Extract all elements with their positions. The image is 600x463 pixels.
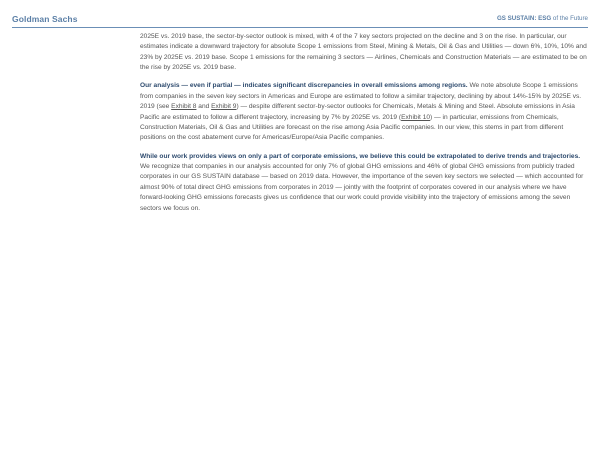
page-header bbox=[12, 14, 588, 26]
exhibit-10-link[interactable]: Exhibit 10 bbox=[401, 113, 431, 121]
report-title bbox=[497, 15, 588, 22]
brand-logo: Goldman Sachs bbox=[12, 14, 78, 24]
paragraph-2-text-1: We note absolute Scope 1 emissions from companies in the seven key sectors in Americas and Europe are estimated to follow a similar trajectory, declining by about 14%-15% by 2025E vs. 2019 (see bbox=[140, 82, 582, 111]
exhibit-9-link[interactable]: Exhibit 9 bbox=[211, 103, 237, 111]
exhibit-8-link[interactable]: Exhibit 8 bbox=[171, 103, 197, 111]
paragraph-3-lead: While our work provides views on only a part of corporate emissions, we believe this could be extrapolated to derive trends and trajectories. bbox=[140, 152, 581, 160]
paragraph-2-text-4: ) — in particular, emissions from Chemicals, Construction Materials, Oil & Gas and Utilities are forecast on the rise among Asia Pacific companies. In our view, this stems in part from different positions on the cost abatement curve for Americas/Europe/Asia Pacific companies. bbox=[140, 113, 564, 142]
article-body bbox=[140, 32, 588, 222]
paragraph-2-lead: Our analysis — even if partial — indicates significant discrepancies in overall emissions among regions. bbox=[140, 82, 468, 90]
report-title-sub: of the Future bbox=[551, 15, 588, 22]
paragraph-2-text-3: ) — despite different sector-by-sector outlooks for Chemicals, Metals & Mining and Steel. Absolute emissions in Asia Pacific are estimated to follow a different trajectory, increasing by 7% by 2025E vs. 2019 ( bbox=[140, 103, 575, 121]
report-title-main: GS SUSTAIN: ESG bbox=[496, 15, 552, 22]
header-divider bbox=[12, 27, 588, 28]
paragraph-3-text: We recognize that companies in our analysis accounted for only 7% of global GHG emissions and 46% of global GHG emissions from publicly traded corporates in our GS SUSTAIN database — based on 2019 data. However, the importance of the seven key sectors we selected — which accounted for almost 90% of total direct GHG emissions from corporates in 2019 — jointly with the footprint of corporates covered in our analysis where we have forward-looking GHG emissions forecasts gives us confidence that our work could provide visibility into the trajectory of emissions among the seven sectors we focus on. bbox=[140, 163, 584, 212]
paragraph-2 bbox=[140, 81, 588, 143]
paragraph-3 bbox=[140, 152, 588, 214]
paragraph-2-text-2: and bbox=[196, 103, 212, 111]
paragraph-1: 2025E vs. 2019 base, the sector-by-sector outlook is mixed, with 4 of the 7 key sectors projected on the decline and 3 on the rise. In particular, our estimates indicate a downward trajectory for absolute Scope 1 emissions from Steel, Mining & Metals, Oil & Gas and Utilities — down 6%, 10%, 10% and 23% by 2025E vs. 2019 base. Scope 1 emissions for the remaining 3 sectors — Airlines, Chemicals and Construction Materials — are estimated to be on the rise by 2025E vs. 2019 base. bbox=[140, 33, 587, 72]
